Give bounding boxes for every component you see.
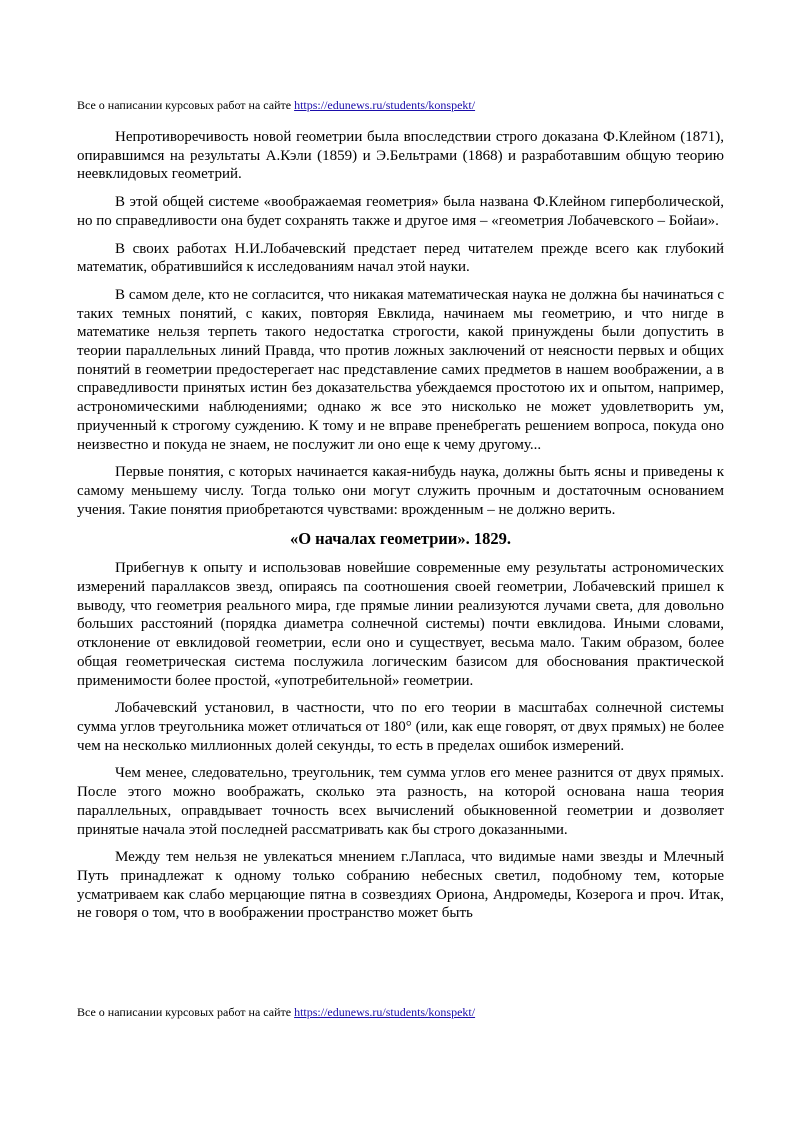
page-footer-note: [77, 1005, 475, 1019]
document-body: [77, 128, 724, 932]
paragraph: В своих работах Н.И.Лобачевский предстает перед читателем прежде всего как глубокий математик, обратившийся к исследованиям начал этой науки.: [77, 240, 724, 276]
page-header-note: [77, 98, 475, 112]
paragraph: Лобачевский установил, в частности, что по его теории в масштабах солнечной системы сумма углов треугольника может отличаться от 180° (или, как еще говорят, от двух прямых) не более чем на несколько миллионных долей секунды, то есть в пределах ошибок измерений.: [77, 700, 724, 754]
footer-note-text: Все о написании курсовых работ на сайте: [77, 1005, 295, 1019]
header-note-text: Все о написании курсовых работ на сайте: [77, 98, 295, 112]
paragraph: В этой общей системе «воображаемая геометрия» была названа Ф.Клейном гиперболической, но по справедливости она будет сохранять также и другое имя – «геометрия Лобачевского – Бойаи».: [77, 194, 724, 229]
section-heading: «О началах геометрии». 1829.: [289, 529, 512, 549]
paragraph: Между тем нельзя не увлекаться мнением г.Лапласа, что видимые нами звезды и Млечный Путь принадлежат к одному только собранию небесных светил, подобному тем, которые усматриваем как слабо мерцающие пятна в созвездиях Ориона, Андромеды, Козерога и проч. Итак, не говоря о том, что в воображении пространство может быть: [77, 849, 724, 922]
paragraph: Прибегнув к опыту и использовав новейшие современные ему результаты астрономических измерений параллаксов звезд, опираясь па соотношения своей геометрии, Лобачевский пришел к выводу, что геометрия реального мира, где прямые линии реализуются лучами света, для довольно больших расстояний (порядка диаметра солнечной системы) почти евклидова. Иными словами, отклонение от евклидовой геометрии, если оно и существует, весьма мало. Таким образом, более общая геометрическая система послужила логическим базисом для обоснования практической применимости более простой, «употребительной» геометрии.: [77, 560, 724, 689]
paragraph: В самом деле, кто не согласится, что никакая математическая наука не должна бы начинаться с таких темных понятий, с каких, повторяя Евклида, начинаем мы геометрию, и что нигде в математике нельзя терпеть такого недостатка строгости, какой принуждены были допустить в теории параллельных линий Правда, что против ложных заключений от неясности первых и общих понятий в геометрии предостерегает нас представление самих предметов в нашем воображении, а в справедливости принятых истин без доказательства убеждаемся простотою их и опытом, например, астрономическими наблюдениями; однако ж все это нисколько не может удовлетворить ум, приученный к строгому суждению. К тому и не вправе пренебрегать решением вопроса, покуда оно неизвестно и покуда не знаем, не послужит ли оно еще к чему другому...: [77, 286, 724, 453]
paragraph: Первые понятия, с которых начинается какая-нибудь наука, должны быть ясны и приведены к самому меньшему числу. Тогда только они могут служить прочным и достаточным основанием учения. Такие понятия приобретаются чувствами: врожденным – не должно верить.: [77, 464, 724, 518]
header-site-link[interactable]: https://edunews.ru/students/konspekt/: [294, 98, 476, 112]
footer-site-link[interactable]: https://edunews.ru/students/konspekt/: [294, 1005, 476, 1019]
paragraph: Непротиворечивость новой геометрии была впоследствии строго доказана Ф.Клейном (1871), опиравшимся на результаты А.Кэли (1859) и Э.Бельтрами (1868) и разработавшим общую теорию неевклидовых геометрий.: [77, 129, 724, 183]
paragraph: Чем менее, следовательно, треугольник, тем сумма углов его менее разнится от двух прямых. После этого можно воображать, сколько эта разность, на которой основана наша теория параллельных, оправдывает точность всех вычислений обыкновенной геометрии и дозволяет принятые начала этой последней рассматривать как бы строго доказанными.: [77, 765, 724, 838]
